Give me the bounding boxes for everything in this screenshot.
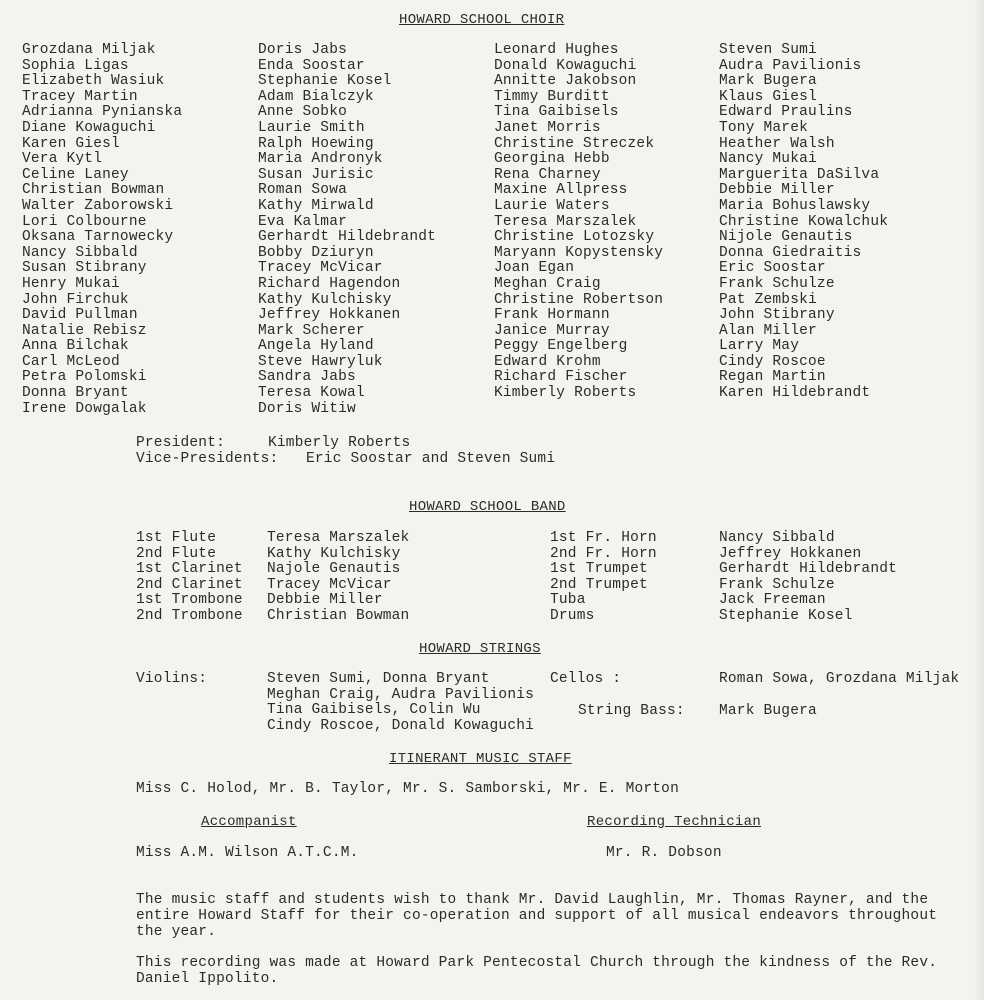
list-item: Adam Bialczyk [258, 88, 374, 105]
list-item: Tina Gaibisels, Colin Wu [267, 702, 481, 719]
band-left-players [267, 531, 409, 625]
band-player: Frank Schulze [719, 576, 835, 593]
choir-column-4 [719, 43, 888, 402]
list-item: Joan Egan [494, 260, 575, 277]
list-item: Maria Andronyk [258, 151, 383, 168]
list-item: Timmy Burditt [494, 88, 610, 105]
list-item: Irene Dowgalak [22, 400, 147, 417]
list-item: Meghan Craig [494, 275, 601, 292]
list-item: Carl McLeod [22, 353, 120, 370]
list-item: Henry Mukai [22, 275, 120, 292]
list-item: Christine Streczek [494, 135, 655, 152]
list-item: Edward Krohm [494, 353, 601, 370]
band-player: Teresa Marszalek [267, 530, 410, 546]
list-item: David Pullman [22, 307, 138, 324]
list-item: Angela Hyland [258, 338, 374, 355]
list-item: Susan Jurisic [258, 166, 374, 183]
list-item: Christian Bowman [22, 182, 165, 199]
list-item: Marguerita DaSilva [719, 166, 880, 183]
list-item: Bobby Dziuryn [258, 244, 374, 261]
list-item: Laurie Waters [494, 197, 610, 214]
band-player: Jack Freeman [719, 592, 826, 609]
list-item: Annitte Jakobson [494, 73, 637, 90]
band-instrument: Drums [550, 607, 595, 624]
band-right-players [719, 531, 897, 625]
list-item: Cindy Roscoe [719, 353, 826, 370]
list-item: Nancy Mukai [719, 151, 817, 168]
band-instrument: 1st Fr. Horn [550, 530, 657, 546]
list-item: Christine Kowalchuk [719, 213, 889, 230]
list-item: Karen Hildebrandt [719, 385, 871, 402]
list-item: Walter Zaborowski [22, 197, 174, 214]
list-item: Anne Sobko [258, 104, 348, 121]
list-item: Kathy Kulchisky [258, 291, 392, 308]
list-item: Elizabeth Wasiuk [22, 73, 165, 90]
list-item: Natalie Rebisz [22, 322, 147, 339]
band-player: Stephanie Kosel [719, 607, 853, 624]
list-item: Tony Marek [719, 119, 809, 136]
vice-presidents-names: Eric Soostar and Steven Sumi [306, 451, 556, 467]
violins-list [267, 672, 534, 734]
list-item: Larry May [719, 338, 800, 355]
list-item: Sophia Ligas [22, 57, 129, 74]
list-item: Maryann Kopystensky [494, 244, 664, 261]
vice-presidents-label: Vice-Presidents: [136, 451, 279, 467]
strings-title: HOWARD STRINGS [419, 641, 541, 657]
list-item: Diane Kowaguchi [22, 119, 156, 136]
recording-technician-title: Recording Technician [587, 814, 762, 830]
list-item: Janice Murray [494, 322, 610, 339]
band-instrument: Tuba [550, 592, 586, 609]
list-item: Mark Scherer [258, 322, 365, 339]
list-item: Teresa Marszalek [494, 213, 637, 230]
list-item: Steven Sumi [719, 42, 817, 58]
list-item: Rena Charney [494, 166, 601, 183]
list-item: Donna Bryant [22, 385, 129, 402]
band-instrument: 2nd Clarinet [136, 576, 243, 593]
band-title: HOWARD SCHOOL BAND [409, 499, 566, 515]
list-item: Frank Hormann [494, 307, 610, 324]
list-item: Enda Soostar [258, 57, 365, 74]
choir-column-2 [258, 43, 436, 417]
string-bass-label: String Bass: [578, 703, 685, 719]
recording-technician-name: Mr. R. Dobson [606, 845, 722, 861]
list-item: Regan Martin [719, 369, 826, 386]
band-instrument: 1st Trumpet [550, 561, 648, 578]
list-item: Tracey McVicar [258, 260, 383, 277]
list-item: Alan Miller [719, 322, 817, 339]
list-item: Susan Stibrany [22, 260, 147, 277]
staff-title: ITINERANT MUSIC STAFF [389, 751, 572, 767]
list-item: Donald Kowaguchi [494, 57, 637, 74]
list-item: Doris Witiw [258, 400, 356, 417]
band-instrument: 1st Clarinet [136, 561, 243, 578]
list-item: Jeffrey Hokkanen [258, 307, 401, 324]
choir-column-3 [494, 43, 663, 402]
president-label: President: [136, 435, 226, 451]
list-item: Oksana Tarnowecky [22, 229, 174, 246]
band-instrument: 1st Trombone [136, 592, 243, 609]
president-name: Kimberly Roberts [268, 435, 411, 451]
band-instrument: 2nd Fr. Horn [550, 545, 657, 562]
band-player: Debbie Miller [267, 592, 383, 609]
list-item: Pat Zembski [719, 291, 817, 308]
list-item: Kathy Mirwald [258, 197, 374, 214]
band-left-instruments [136, 531, 243, 625]
string-bass-name: Mark Bugera [719, 703, 817, 719]
list-item: Richard Fischer [494, 369, 628, 386]
list-item: Richard Hagendon [258, 275, 401, 292]
list-item: Maria Bohuslawsky [719, 197, 871, 214]
list-item: Nijole Genautis [719, 229, 853, 246]
list-item: Heather Walsh [719, 135, 835, 152]
band-player: Tracey McVicar [267, 576, 392, 593]
list-item: Adrianna Pynianska [22, 104, 183, 121]
staff-names: Miss C. Holod, Mr. B. Taylor, Mr. S. Samborski, Mr. E. Morton [136, 781, 679, 797]
list-item: Steven Sumi, Donna Bryant [267, 671, 490, 687]
list-item: Christine Lotozsky [494, 229, 655, 246]
list-item: Christine Robertson [494, 291, 664, 308]
list-item: Eva Kalmar [258, 213, 348, 230]
list-item: Sandra Jabs [258, 369, 356, 386]
list-item: Peggy Engelberg [494, 338, 628, 355]
thanks-paragraph: The music staff and students wish to thank Mr. David Laughlin, Mr. Thomas Rayner, and the entire Howard Staff for their co-operation and support of all musical endeavors throughout the year. [136, 892, 938, 940]
choir-title: HOWARD SCHOOL CHOIR [399, 12, 565, 28]
band-instrument: 2nd Trumpet [550, 576, 648, 593]
list-item: Nancy Sibbald [22, 244, 138, 261]
list-item: Doris Jabs [258, 42, 348, 58]
list-item: Meghan Craig, Audra Pavilionis [267, 686, 535, 703]
list-item: Klaus Giesl [719, 88, 817, 105]
list-item: Edward Praulins [719, 104, 853, 121]
band-player: Jeffrey Hokkanen [719, 545, 862, 562]
accompanist-name: Miss A.M. Wilson A.T.C.M. [136, 845, 359, 861]
list-item: Leonard Hughes [494, 42, 619, 58]
band-instrument: 2nd Trombone [136, 607, 243, 624]
accompanist-title: Accompanist [201, 814, 297, 830]
band-right-instruments [550, 531, 657, 625]
band-player: Kathy Kulchisky [267, 545, 401, 562]
list-item: John Stibrany [719, 307, 835, 324]
list-item: Steve Hawryluk [258, 353, 383, 370]
list-item: Tracey Martin [22, 88, 138, 105]
band-player: Christian Bowman [267, 607, 410, 624]
list-item: Kimberly Roberts [494, 385, 637, 402]
list-item: Stephanie Kosel [258, 73, 392, 90]
list-item: Georgina Hebb [494, 151, 610, 168]
page-edge-shading [974, 0, 984, 1000]
list-item: John Firchuk [22, 291, 129, 308]
violins-label: Violins: [136, 671, 208, 687]
list-item: Roman Sowa [258, 182, 348, 199]
list-item: Anna Bilchak [22, 338, 129, 355]
list-item: Frank Schulze [719, 275, 835, 292]
list-item: Vera Kytl [22, 151, 103, 168]
list-item: Lori Colbourne [22, 213, 147, 230]
band-player: Najole Genautis [267, 561, 401, 578]
cellos-names: Roman Sowa, Grozdana Miljak [719, 671, 960, 687]
list-item: Cindy Roscoe, Donald Kowaguchi [267, 717, 535, 734]
list-item: Celine Laney [22, 166, 129, 183]
list-item: Gerhardt Hildebrandt [258, 229, 437, 246]
band-instrument: 2nd Flute [136, 545, 217, 562]
list-item: Donna Giedraitis [719, 244, 862, 261]
band-instrument: 1st Flute [136, 530, 217, 546]
list-item: Tina Gaibisels [494, 104, 619, 121]
choir-column-1 [22, 43, 182, 417]
list-item: Teresa Kowal [258, 385, 365, 402]
band-player: Gerhardt Hildebrandt [719, 561, 898, 578]
list-item: Ralph Hoewing [258, 135, 374, 152]
band-player: Nancy Sibbald [719, 530, 835, 546]
list-item: Laurie Smith [258, 119, 365, 136]
cellos-label: Cellos : [550, 671, 622, 687]
list-item: Mark Bugera [719, 73, 817, 90]
list-item: Debbie Miller [719, 182, 835, 199]
list-item: Karen Giesl [22, 135, 120, 152]
list-item: Janet Morris [494, 119, 601, 136]
list-item: Grozdana Miljak [22, 42, 156, 58]
list-item: Maxine Allpress [494, 182, 628, 199]
recording-paragraph: This recording was made at Howard Park Pentecostal Church through the kindness of the Rev. Daniel Ippolito. [136, 955, 938, 987]
list-item: Eric Soostar [719, 260, 826, 277]
list-item: Petra Polomski [22, 369, 147, 386]
list-item: Audra Pavilionis [719, 57, 862, 74]
